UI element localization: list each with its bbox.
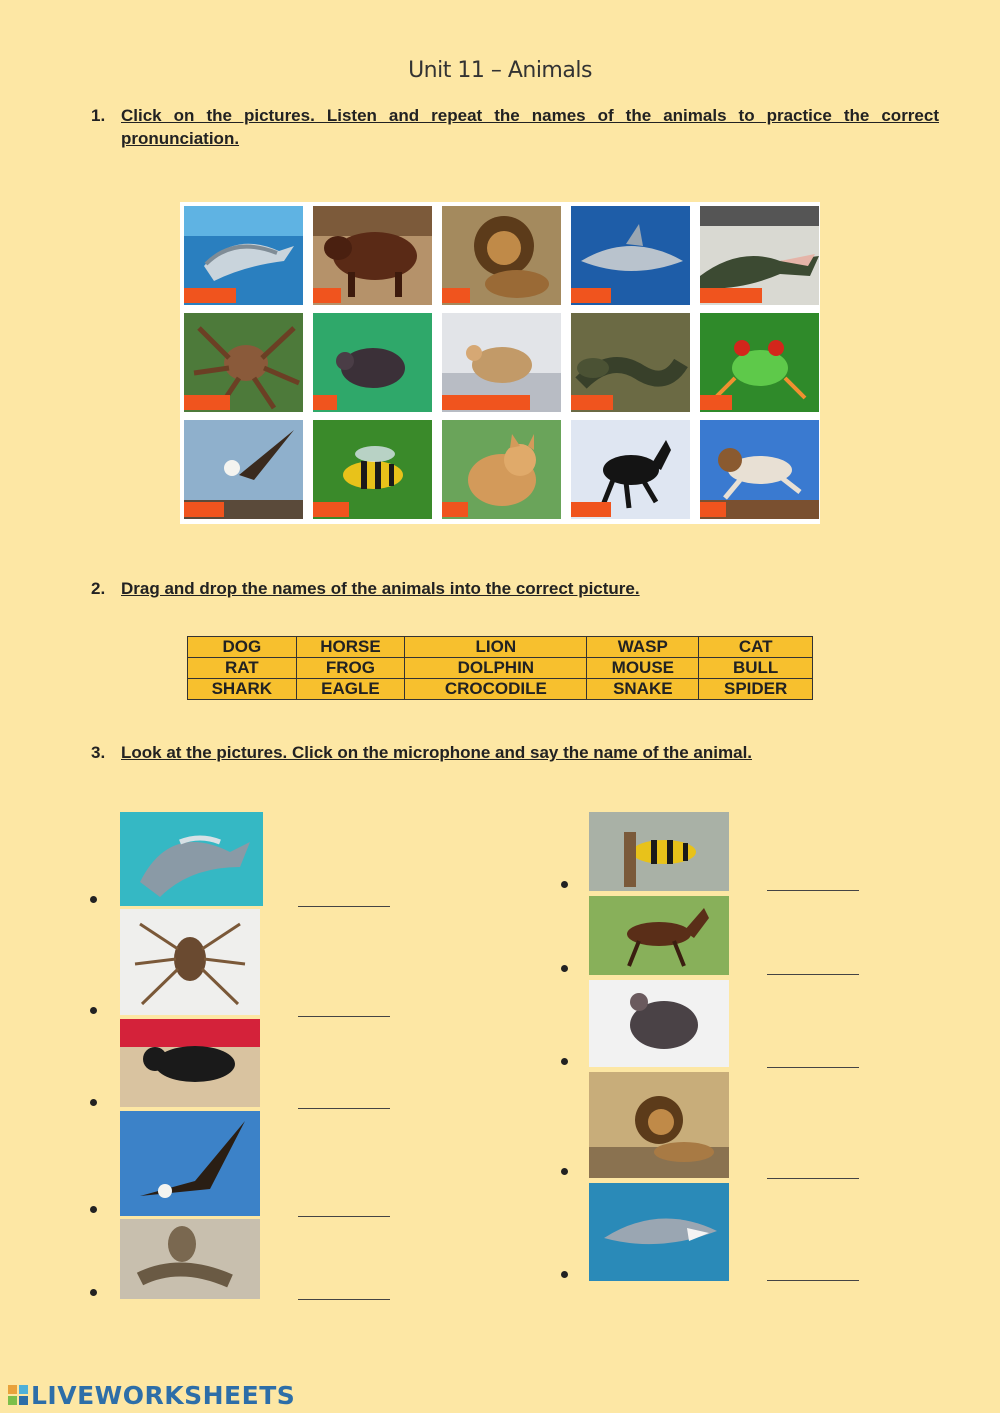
- instruction-number: 3.: [91, 743, 106, 762]
- spider-photo: [120, 909, 260, 1015]
- word-chip[interactable]: WASP: [587, 637, 699, 658]
- audio-tag[interactable]: [184, 288, 236, 303]
- bullet: [90, 1289, 97, 1296]
- word-chip[interactable]: HORSE: [296, 637, 405, 658]
- word-chip[interactable]: DOLPHIN: [405, 658, 587, 679]
- word-bank-row: [188, 637, 813, 658]
- tile-rat[interactable]: [313, 313, 432, 412]
- microphone-answer-blank[interactable]: [298, 1016, 390, 1017]
- logo-text: LIVEWORKSHEETS: [31, 1380, 296, 1410]
- tile-bull[interactable]: [313, 206, 432, 305]
- tile-mouse[interactable]: [442, 313, 561, 412]
- audio-tag[interactable]: [313, 395, 337, 410]
- instruction-text: Look at the pictures. Click on the microphone and say the name of the animal.: [121, 743, 753, 762]
- instruction-2: [91, 577, 939, 601]
- snake-photo: [120, 1219, 260, 1299]
- bullet: [561, 1058, 568, 1065]
- liveworksheets-logo: [8, 1380, 295, 1410]
- microphone-answer-blank[interactable]: [298, 1299, 390, 1300]
- tile-shark[interactable]: [571, 206, 690, 305]
- word-bank-row: [188, 679, 813, 700]
- word-chip[interactable]: SNAKE: [587, 679, 699, 700]
- microphone-answer-blank[interactable]: [298, 906, 390, 907]
- bullet: [90, 1099, 97, 1106]
- eagle-photo: [120, 1111, 260, 1216]
- audio-tag[interactable]: [442, 288, 470, 303]
- bullet: [561, 1271, 568, 1278]
- tile-snake[interactable]: [571, 313, 690, 412]
- audio-tag[interactable]: [184, 395, 230, 410]
- dolphin-photo: [120, 812, 263, 906]
- instruction-text: Drag and drop the names of the animals into the correct picture.: [121, 579, 640, 598]
- audio-tag[interactable]: [700, 502, 726, 517]
- bull-photo: [120, 1019, 260, 1107]
- page-title: Unit 11 – Animals: [408, 58, 592, 83]
- instruction-1: [91, 104, 939, 152]
- word-chip[interactable]: SPIDER: [699, 679, 813, 700]
- word-chip[interactable]: BULL: [699, 658, 813, 679]
- microphone-answer-blank[interactable]: [767, 890, 859, 891]
- word-bank-table: [187, 636, 813, 700]
- instruction-3: [91, 741, 939, 765]
- audio-tag[interactable]: [184, 502, 224, 517]
- bullet: [561, 965, 568, 972]
- audio-tag[interactable]: [700, 288, 762, 303]
- audio-tag[interactable]: [571, 502, 611, 517]
- word-chip[interactable]: DOG: [188, 637, 297, 658]
- audio-tag[interactable]: [442, 502, 468, 517]
- audio-tag[interactable]: [313, 288, 341, 303]
- horse-photo: [589, 896, 729, 975]
- audio-tag[interactable]: [700, 395, 732, 410]
- word-chip[interactable]: RAT: [188, 658, 297, 679]
- bullet: [561, 881, 568, 888]
- animal-picture-grid: [180, 202, 820, 524]
- rat-photo: [589, 980, 729, 1067]
- tile-wasp[interactable]: [313, 420, 432, 519]
- tile-crocodile[interactable]: [700, 206, 819, 305]
- tile-frog[interactable]: [700, 313, 819, 412]
- instruction-number: 2.: [91, 579, 106, 598]
- tile-dog[interactable]: [700, 420, 819, 519]
- audio-tag[interactable]: [571, 288, 611, 303]
- microphone-answer-blank[interactable]: [767, 974, 859, 975]
- tile-lion[interactable]: [442, 206, 561, 305]
- microphone-answer-blank[interactable]: [298, 1216, 390, 1217]
- wasp-photo: [589, 812, 729, 891]
- lion-photo: [589, 1072, 729, 1178]
- word-chip[interactable]: MOUSE: [587, 658, 699, 679]
- instruction-text: Click on the pictures. Listen and repeat the names of the animals to practice the correct pronunciation.: [121, 106, 939, 148]
- bullet: [90, 1206, 97, 1213]
- tile-horse[interactable]: [571, 420, 690, 519]
- tile-spider[interactable]: [184, 313, 303, 412]
- logo-blocks-icon: [8, 1385, 28, 1405]
- audio-tag[interactable]: [571, 395, 613, 410]
- bullet: [90, 1007, 97, 1014]
- instruction-number: 1.: [91, 106, 106, 125]
- word-chip[interactable]: EAGLE: [296, 679, 405, 700]
- tile-dolphin[interactable]: [184, 206, 303, 305]
- word-bank-row: [188, 658, 813, 679]
- audio-tag[interactable]: [313, 502, 349, 517]
- word-chip[interactable]: CROCODILE: [405, 679, 587, 700]
- tile-eagle[interactable]: [184, 420, 303, 519]
- microphone-answer-blank[interactable]: [767, 1280, 859, 1281]
- word-chip[interactable]: LION: [405, 637, 587, 658]
- word-chip[interactable]: CAT: [699, 637, 813, 658]
- bullet: [90, 896, 97, 903]
- shark-photo: [589, 1183, 729, 1281]
- word-chip[interactable]: FROG: [296, 658, 405, 679]
- microphone-answer-blank[interactable]: [298, 1108, 390, 1109]
- word-chip[interactable]: SHARK: [188, 679, 297, 700]
- tile-cat[interactable]: [442, 420, 561, 519]
- audio-tag[interactable]: [442, 395, 530, 410]
- microphone-answer-blank[interactable]: [767, 1067, 859, 1068]
- bullet: [561, 1168, 568, 1175]
- microphone-answer-blank[interactable]: [767, 1178, 859, 1179]
